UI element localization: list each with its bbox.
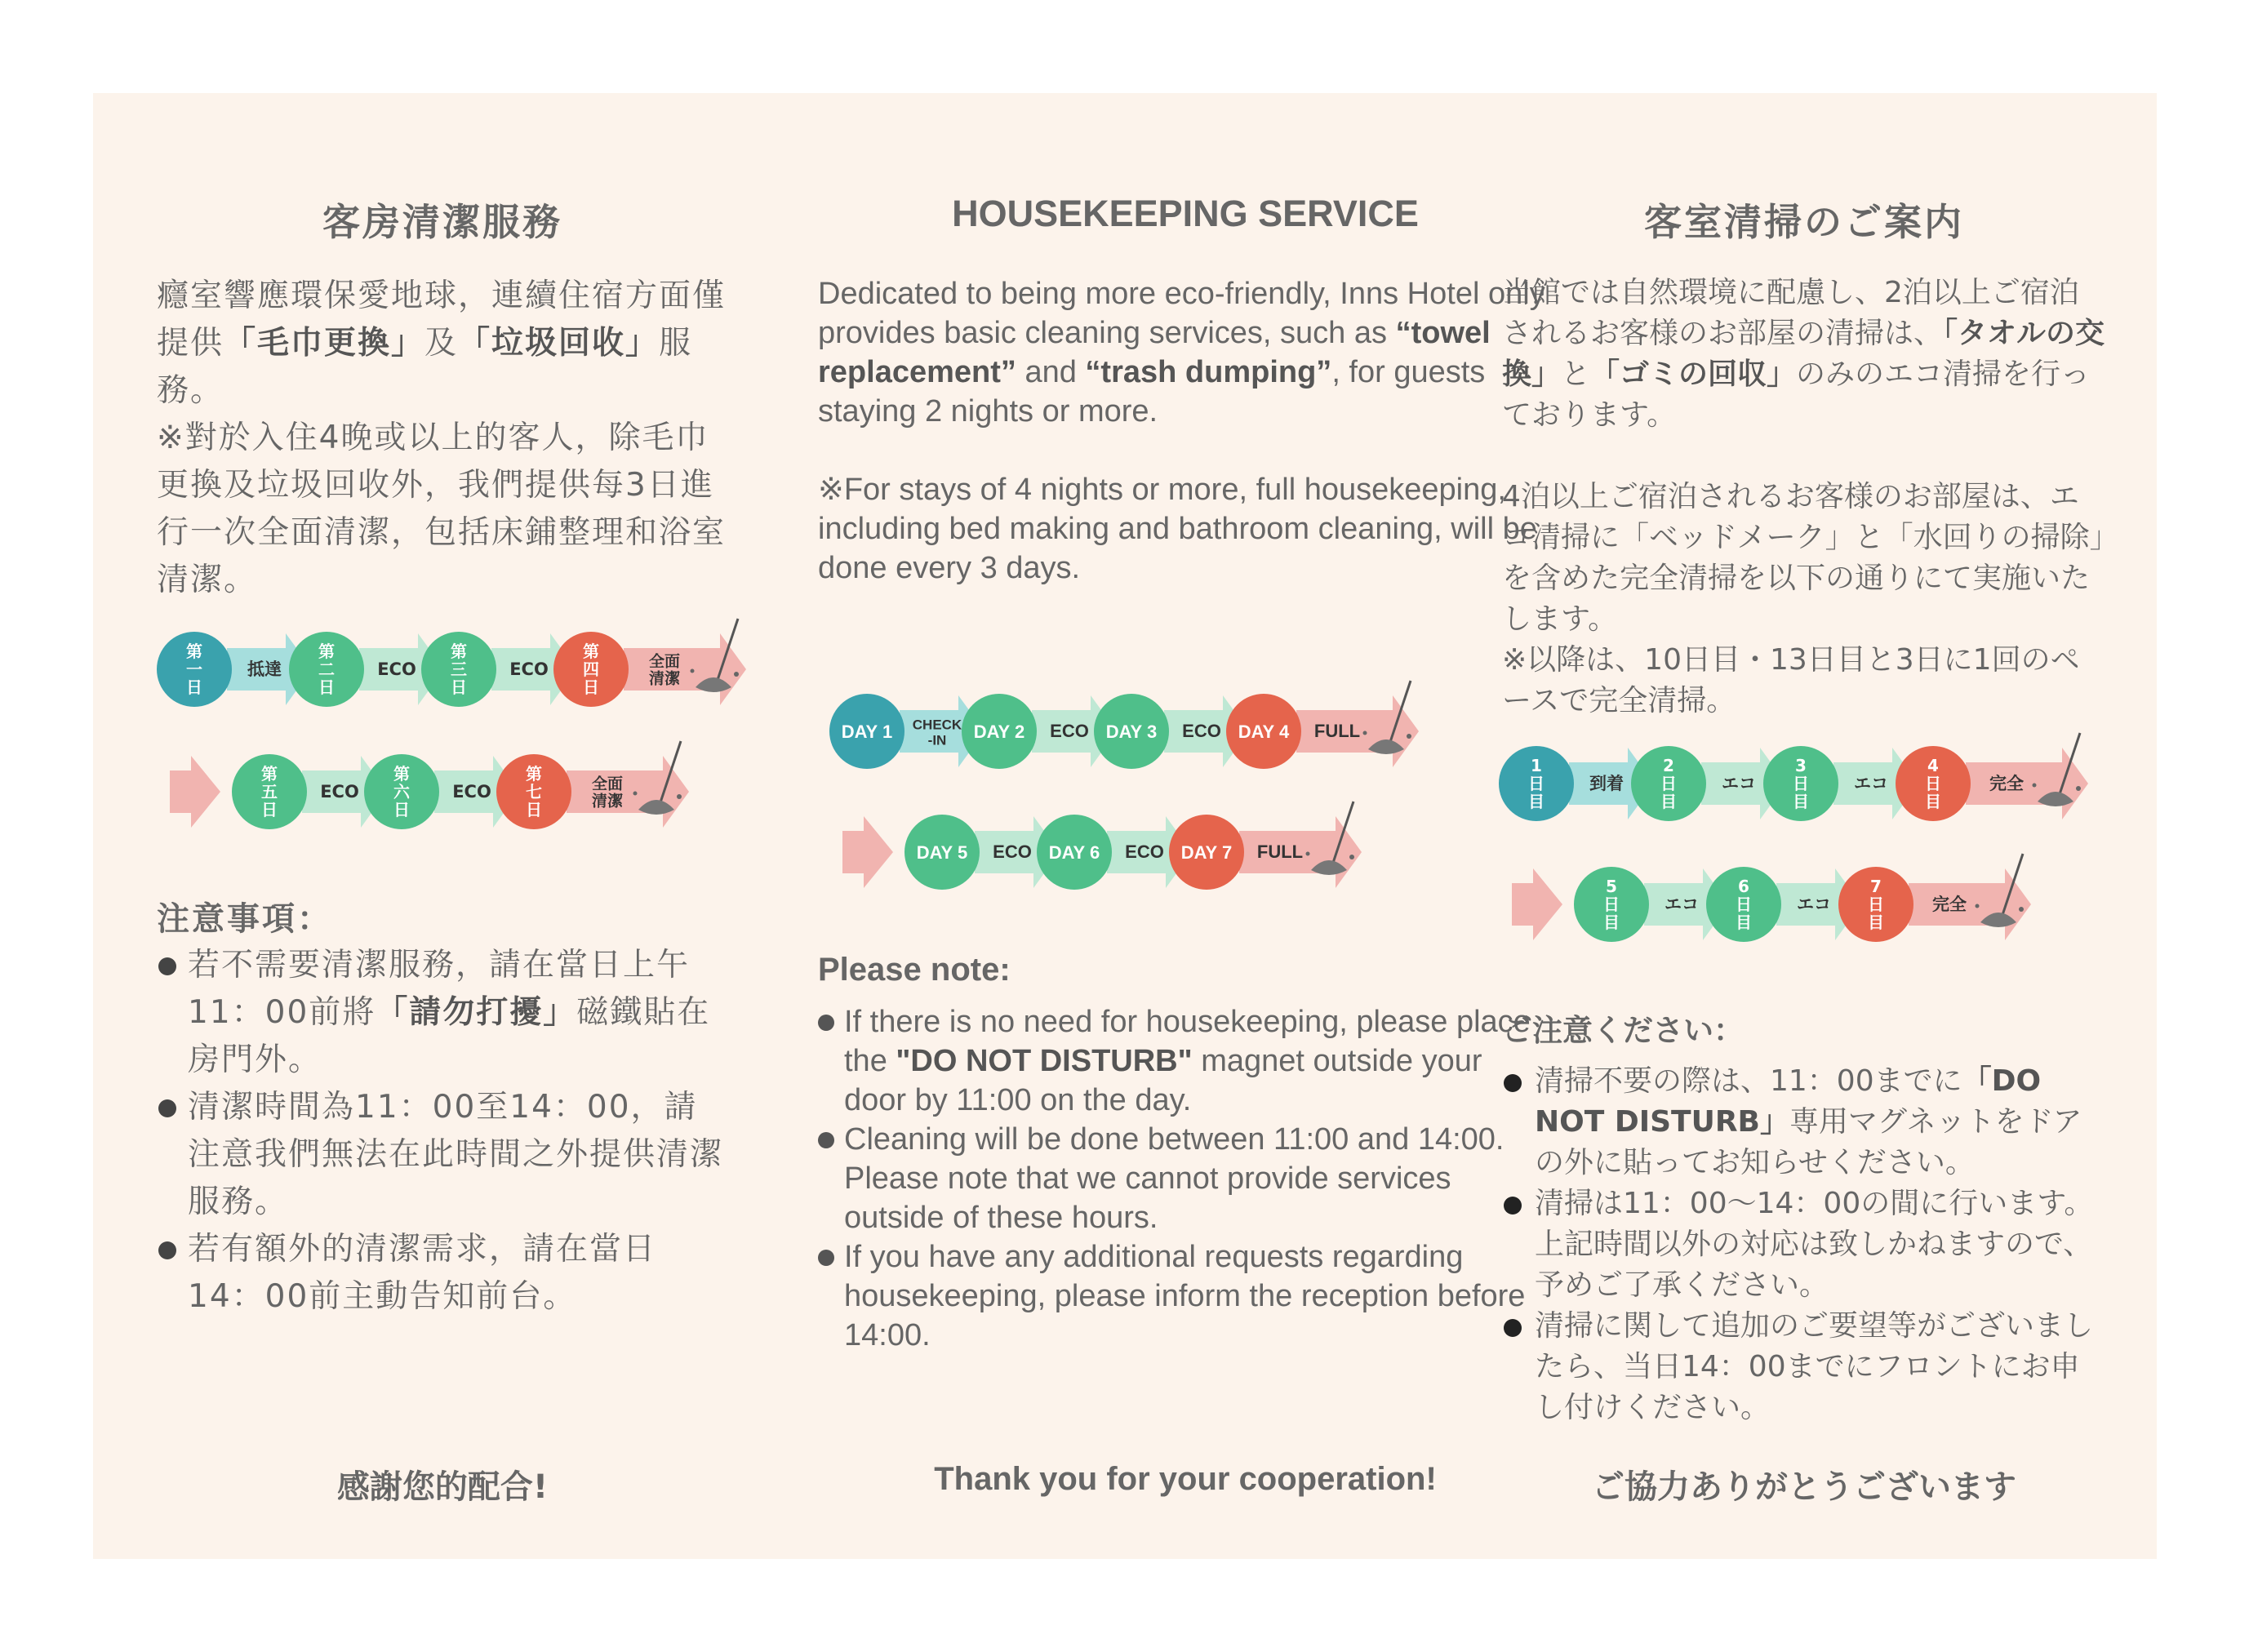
day-label: 第 xyxy=(583,642,599,661)
arrow-label: ECO xyxy=(1125,842,1164,862)
bullet-icon xyxy=(158,1099,176,1117)
ja-note-text: 清掃は11：00～14：00の間に行います。上記時間以外の対応は致しかねますので、予めご了承ください。 xyxy=(1535,1187,2094,1302)
day-label: 六 xyxy=(393,782,410,802)
sparkle-icon xyxy=(2076,786,2081,791)
lead-arrow-icon xyxy=(1512,868,1562,940)
arrow-label: 完全 xyxy=(1989,774,2024,793)
arrow-label: ECO xyxy=(993,842,1032,862)
list-item xyxy=(818,1002,1553,1120)
day-label: 五 xyxy=(261,782,278,802)
zh-notes-list xyxy=(157,942,728,1321)
day-label: DAY 7 xyxy=(1180,842,1233,863)
day-label: 四 xyxy=(583,659,599,679)
day-label: 2 xyxy=(1663,756,1674,775)
en-intro-text: and xyxy=(1016,355,1086,389)
ja-note-text: 清掃に関して追加のご要望等がございましたら、当日14：00までにフロントにお申し付けください。 xyxy=(1535,1309,2094,1424)
day-label: 5 xyxy=(1606,877,1617,896)
day-label: 目 xyxy=(1528,792,1545,811)
day-label: DAY 2 xyxy=(973,722,1025,742)
day-label: 3 xyxy=(1795,756,1807,775)
sparkle-icon xyxy=(1976,904,1980,908)
en-flow-row-1 xyxy=(826,677,1447,800)
arrow-label: 全面 xyxy=(648,652,681,671)
day-label: 目 xyxy=(1868,913,1884,932)
ja-intro-paragraph-3: ※以降は、10日目・13日目と3日に1回のペースで完全清掃。 xyxy=(1502,643,2080,717)
arrow-label: 抵達 xyxy=(247,659,282,679)
flow-arrow-icon xyxy=(624,633,746,705)
bullet-icon xyxy=(818,1015,834,1031)
day-label: 七 xyxy=(526,782,542,802)
sparkle-icon xyxy=(1349,855,1354,859)
en-intro-bold-towel: “towel replacement” xyxy=(818,316,1491,389)
day-label: 日 xyxy=(1925,774,1941,793)
zh-note-text: 若不需要清潔服務，請在當日上午11：00前將 xyxy=(188,947,691,1031)
spacer xyxy=(1502,436,2106,477)
ja-intro-text: 当館では自然環境に配慮し、2泊以上ご宿泊されるお客様のお部屋の清掃は、 xyxy=(1502,276,2079,350)
day-label: 第 xyxy=(526,764,542,784)
day-label: 第 xyxy=(261,764,278,784)
zh-intro-bold-trash: 「垃圾回收」 xyxy=(458,325,660,362)
day-label: DAY 6 xyxy=(1048,842,1100,863)
ja-intro-paragraph xyxy=(1502,273,2106,436)
en-title: HOUSEKEEPING SERVICE xyxy=(952,193,1419,234)
zh-intro-text: 及 xyxy=(424,325,459,362)
ja-note-title: ご注意ください： xyxy=(1502,1013,1744,1048)
en-intro-note: ※For stays of 4 nights or more, full housekeeping, including bed making and bathroom cleaning, will be done every 3 days. xyxy=(818,473,1537,585)
ja-intro-bold-towel: 「タオルの交換」 xyxy=(1502,317,2105,391)
zh-note-bold: 「請勿打擾」 xyxy=(376,994,577,1031)
ja-intro-text: と xyxy=(1561,357,1591,391)
day-label: 日 xyxy=(1736,895,1752,914)
arrow-label: 完全 xyxy=(1932,895,1967,914)
sparkle-icon xyxy=(2019,907,2024,912)
day-label: 目 xyxy=(1793,792,1809,811)
arrow-label: 全面 xyxy=(591,775,624,793)
sparkle-icon xyxy=(2033,784,2037,788)
day-label: 6 xyxy=(1738,877,1749,896)
zh-intro-note: ※對於入住4晚或以上的客人，除毛巾更換及垃圾回收外，我們提供每3日進行一次全面清潔，包括床鋪整理和浴室清潔。 xyxy=(157,420,727,598)
en-notes-list xyxy=(818,1002,1553,1355)
sparkle-icon xyxy=(633,792,638,796)
day-label: 4 xyxy=(1927,756,1939,775)
zh-note-text: 磁鐵貼在房門外。 xyxy=(188,994,711,1078)
list-item xyxy=(157,942,728,1084)
list-item xyxy=(1502,1306,2106,1428)
zh-intro-paragraph xyxy=(157,273,728,415)
zh-note-title: 注意事項： xyxy=(157,900,332,938)
flow-arrow-icon xyxy=(1966,748,2088,819)
list-item xyxy=(1502,1183,2106,1306)
arrow-label: エコ xyxy=(1665,895,1699,914)
ja-note-bold: 「DO NOT DISTURB」 xyxy=(1535,1064,2042,1139)
sparkle-icon xyxy=(1306,852,1310,856)
ja-note-text: 清掃不要の際は、11：00までに xyxy=(1535,1064,1962,1098)
day-label: 日 xyxy=(1528,774,1545,793)
spacer xyxy=(818,431,1553,470)
day-label: 第 xyxy=(393,764,410,784)
day-label: 二 xyxy=(318,659,335,679)
arrow-label: エコ xyxy=(1854,774,1888,793)
day-label: 目 xyxy=(1925,792,1941,811)
en-intro xyxy=(818,274,1553,588)
zh-note-text: 若有額外的清潔需求，請在當日14：00前主動告知前台。 xyxy=(188,1231,657,1315)
arrow-label: ECO xyxy=(377,659,416,679)
en-note-text: If there is no need for housekeeping, please place the xyxy=(844,1005,1531,1078)
english-column xyxy=(818,93,1553,1559)
day-label: DAY 5 xyxy=(916,842,968,863)
en-note-text: If you have any additional requests regarding housekeeping, please inform the reception before 14:00. xyxy=(844,1240,1526,1352)
bullet-icon xyxy=(1504,1197,1522,1215)
day-label: 日 xyxy=(1603,895,1620,914)
ja-intro-bold-trash: 「ゴミの回収」 xyxy=(1590,357,1797,391)
lead-arrow-icon xyxy=(170,756,220,828)
en-note-bold: "DO NOT DISTURB" xyxy=(896,1044,1193,1078)
bullet-icon xyxy=(818,1250,834,1266)
ja-intro-paragraph-2: 4泊以上ご宿泊されるお客様のお部屋は、エコ清掃に「ベッドメーク」と「水回りの掃除」を含めた完全清掃を以下の通りにて実施いたします。 xyxy=(1502,480,2105,636)
arrow-label: ECO xyxy=(1182,721,1221,741)
day-label: 日 xyxy=(318,677,335,697)
bullet-icon xyxy=(1504,1074,1522,1092)
ja-intro-text: のみのエコ清掃を行っております。 xyxy=(1502,357,2091,432)
bullet-icon xyxy=(158,1241,176,1259)
day-label: 1 xyxy=(1531,756,1542,775)
chinese-column xyxy=(157,93,728,1559)
zh-intro xyxy=(157,273,728,604)
day-label: 第 xyxy=(451,642,467,661)
day-label: 日 xyxy=(393,800,410,819)
zh-intro-text: 癮室響應環保愛地球，連續住宿方面僅提供 xyxy=(157,278,727,362)
day-label: 日 xyxy=(1660,774,1677,793)
arrow-label: ECO xyxy=(509,659,549,679)
list-item xyxy=(157,1084,728,1226)
day-label: 7 xyxy=(1870,877,1882,896)
arrow-label: エコ xyxy=(1722,774,1756,793)
day-label: 目 xyxy=(1603,913,1620,932)
ja-notes-list xyxy=(1502,1061,2106,1428)
japanese-column xyxy=(1502,93,2106,1559)
ja-flow-row-2 xyxy=(1512,850,2132,973)
sparkle-icon xyxy=(677,794,682,799)
en-intro-text: Dedicated to being more eco-friendly, Inns Hotel only provides basic cleaning services, such as xyxy=(818,277,1545,350)
ja-title: 客室清掃のご案内 xyxy=(1644,200,1964,244)
list-item xyxy=(818,1120,1553,1237)
list-item xyxy=(818,1237,1553,1355)
en-note-title: Please note: xyxy=(818,952,1011,988)
zh-flow-row-1 xyxy=(153,615,774,738)
bullet-icon xyxy=(158,957,176,975)
flow-arrow-icon xyxy=(1909,868,2031,940)
zh-title: 客房清潔服務 xyxy=(322,200,562,244)
day-label: 目 xyxy=(1736,913,1752,932)
arrow-label: FULL xyxy=(1256,842,1304,862)
day-label: 第 xyxy=(186,642,202,661)
en-thanks: Thank you for your cooperation! xyxy=(934,1461,1437,1497)
ja-flow-row-1 xyxy=(1496,730,2116,852)
zh-flow-row-2 xyxy=(170,738,790,860)
zh-intro-text: 服務。 xyxy=(157,325,693,409)
arrow-label: ECO xyxy=(1050,721,1089,741)
day-label: 一 xyxy=(186,659,202,679)
sparkle-icon xyxy=(1363,731,1367,735)
en-intro-text: , for guests staying 2 nights or more. xyxy=(818,355,1486,429)
day-label: 日 xyxy=(526,800,542,819)
arrow-label: FULL xyxy=(1313,721,1361,741)
arrow-label: ECO xyxy=(320,782,359,802)
en-flow-row-2 xyxy=(842,798,1463,921)
day-label: 日 xyxy=(261,800,278,819)
housekeeping-card xyxy=(93,93,2157,1559)
day-label: DAY 1 xyxy=(841,722,893,742)
ja-thanks: ご協力ありがとうございます xyxy=(1592,1468,2016,1506)
day-label: 日 xyxy=(186,677,202,697)
arrow-label: CHECK xyxy=(912,717,962,733)
day-label: DAY 4 xyxy=(1238,722,1290,742)
day-label: DAY 3 xyxy=(1105,722,1158,742)
arrow-label: -IN xyxy=(927,732,947,748)
sparkle-icon xyxy=(734,672,739,677)
arrow-label: エコ xyxy=(1797,895,1831,914)
day-label: 三 xyxy=(451,659,467,679)
arrow-label: 到着 xyxy=(1589,774,1624,793)
arrow-label: 清潔 xyxy=(591,792,624,810)
flow-arrow-icon xyxy=(567,756,689,828)
day-label: 目 xyxy=(1660,792,1677,811)
lead-arrow-icon xyxy=(842,816,893,888)
en-intro-bold-trash: “trash dumping” xyxy=(1085,355,1332,389)
day-label: 日 xyxy=(1793,774,1809,793)
list-item xyxy=(1502,1061,2106,1183)
day-label: 第 xyxy=(318,642,335,661)
bullet-icon xyxy=(818,1132,834,1148)
day-label: 日 xyxy=(1868,895,1884,914)
list-item xyxy=(157,1226,728,1321)
sparkle-icon xyxy=(691,669,695,673)
arrow-label: 清潔 xyxy=(648,669,681,688)
sparkle-icon xyxy=(1407,734,1411,739)
arrow-label: ECO xyxy=(452,782,491,802)
day-label: 日 xyxy=(451,677,467,697)
en-note-text: magnet outside your door by 11:00 on the day. xyxy=(844,1044,1482,1117)
ja-note-text: 専用マグネットをドアの外に貼ってお知らせください。 xyxy=(1535,1105,2082,1179)
bullet-icon xyxy=(1504,1319,1522,1337)
ja-intro xyxy=(1502,273,2106,722)
en-intro-paragraph xyxy=(818,274,1553,431)
zh-thanks: 感謝您的配合! xyxy=(336,1468,549,1506)
zh-intro-bold-towel: 「毛巾更換」 xyxy=(224,325,425,362)
en-note-text: Cleaning will be done between 11:00 and 14:00. Please note that we cannot provide services outside of these hours. xyxy=(844,1122,1505,1235)
day-label: 日 xyxy=(583,677,599,697)
zh-note-text: 清潔時間為11：00至14：00，請注意我們無法在此時間之外提供清潔服務。 xyxy=(188,1089,724,1220)
